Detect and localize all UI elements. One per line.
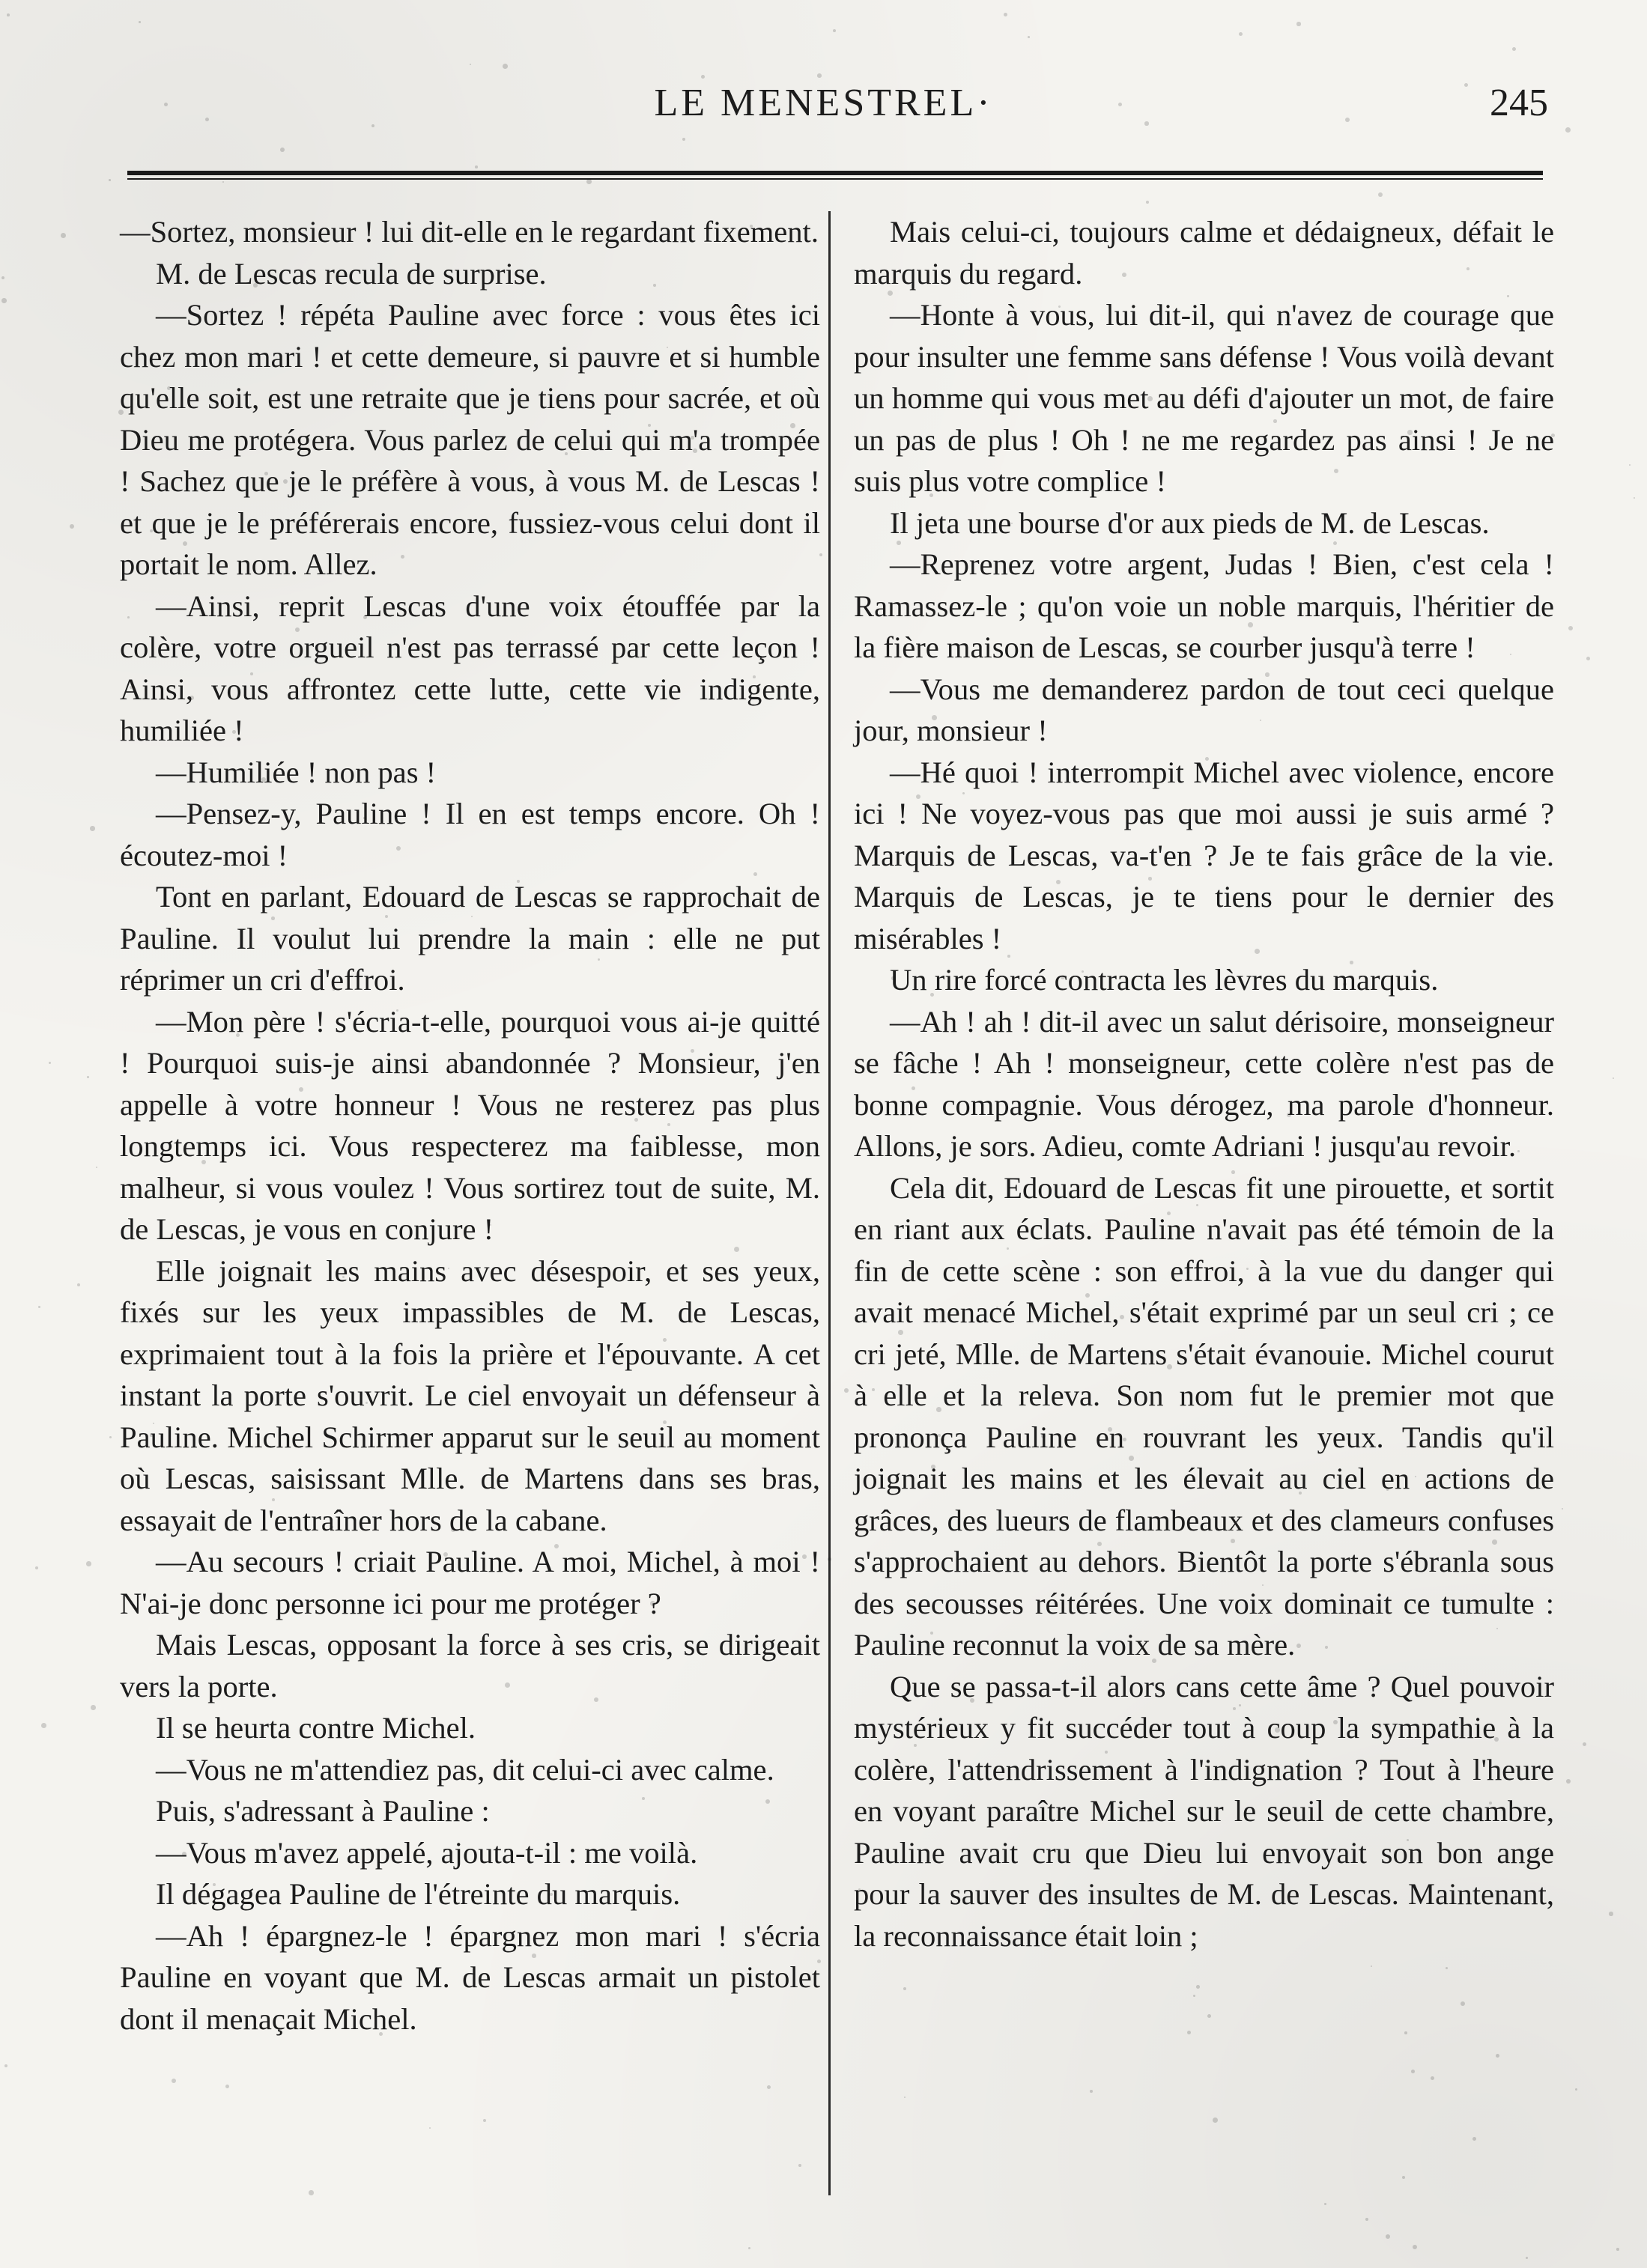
paper-speckle (1411, 2070, 1415, 2073)
publication-title: LE MENESTREL· (654, 82, 993, 124)
paragraph: Tont en parlant, Edouard de Lescas se rapprochait de Pauline. Il voulut lui prendre la main : elle ne put réprimer un cri d'effroi. (120, 880, 820, 997)
paper-speckle (904, 2097, 906, 2098)
paragraph: —Au secours ! criait Pauline. A moi, Michel, à moi ! N'ai-je donc personne ici pour me protéger ? (120, 1545, 820, 1620)
paper-speckle (1629, 464, 1631, 466)
column-divider (828, 211, 831, 2195)
paragraph: —Sortez, monsieur ! lui dit-elle en le regardant fixement. (120, 215, 819, 249)
paper-speckle (586, 179, 592, 184)
paragraph: —Sortez ! répéta Pauline avec force : vous êtes ici chez mon mari ! et cette demeure, si pauvre et si humble qu'elle soit, est une retraite que je tiens pour sacrée, et où Dieu me protégera. Vous parlez de celui qui m'a trompée ! Sachez que je le préfère à vous, à vous M. de Lescas ! et que je le préférerais encore, fussiez-vous celui dont il portait le nom. Allez. (120, 298, 820, 581)
paper-speckle (1472, 2137, 1476, 2141)
paper-speckle (49, 1062, 51, 1064)
paper-speckle (77, 1283, 80, 1286)
paper-speckle (91, 1705, 96, 1710)
paper-speckle (41, 1723, 46, 1728)
paper-speckle (1402, 2176, 1405, 2179)
paper-speckle (798, 2164, 801, 2167)
paper-speckle (1461, 2001, 1465, 2006)
left-column (120, 211, 820, 2040)
paper-speckle (90, 826, 95, 831)
paper-speckle (1616, 2248, 1619, 2251)
paper-speckle (109, 179, 111, 181)
paper-speckle (222, 181, 224, 183)
paragraph: Un rire forcé contracta les lèvres du marquis. (890, 963, 1439, 997)
paragraph: —Pensez-y, Pauline ! Il en est temps encore. Oh ! écoutez-moi ! (120, 797, 820, 872)
paragraph: Mais celui-ci, toujours calme et dédaigneux, défait le marquis du regard. (854, 215, 1554, 291)
paper-speckle (1, 298, 7, 303)
paper-speckle (1609, 1912, 1613, 1916)
paper-speckle (172, 2079, 176, 2083)
paper-speckle (309, 2190, 314, 2195)
paper-speckle (109, 1436, 112, 1438)
paper-speckle (1213, 2117, 1218, 2123)
paragraph: Puis, s'adressant à Pauline : (156, 1794, 490, 1828)
paragraph: Mais Lescas, opposant la force à ses cris, se dirigeait vers la porte. (120, 1628, 820, 1703)
paper-speckle (483, 2119, 486, 2122)
paper-speckle (1004, 13, 1007, 16)
paper-speckle (1187, 2031, 1191, 2034)
page-number: 245 (1490, 82, 1548, 124)
paper-speckle (1193, 1995, 1195, 1997)
paper-speckle (1634, 497, 1635, 499)
paper-speckle (225, 2085, 229, 2088)
paragraph: —Honte à vous, lui dit-il, qui n'avez de courage que pour insulter une femme sans défense ! Vous voilà devant un homme qui vous met au défi d'ajouter un mot, de faire un pas de plus ! Oh ! ne me regardez pas ainsi ! Je ne suis plus votre complice ! (854, 298, 1554, 498)
paper-speckle (767, 2085, 771, 2089)
paper-speckle (1371, 1966, 1372, 1967)
paragraph: M. de Lescas recula de surprise. (156, 256, 547, 291)
paragraph: —Vous ne m'attendiez pas, dit celui-ci avec calme. (156, 1752, 774, 1787)
paragraph: Il jeta une bourse d'or aux pieds de M. de Lescas. (890, 505, 1490, 540)
paper-speckle (903, 1987, 906, 1990)
paper-speckle (4, 2064, 7, 2067)
paragraph: —Vous me demanderez pardon de tout ceci quelque jour, monsieur ! (854, 672, 1554, 747)
paragraph: —Vous m'avez appelé, ajouta-t-il : me voilà. (156, 1835, 698, 1870)
paper-speckle (1378, 192, 1383, 197)
paragraph: —Ainsi, reprit Lescas d'une voix étouffée par la colère, votre orgueil n'est pas terrassé par cette leçon ! Ainsi, vous affrontez cette lutte, cette vie indigente, humiliée ! (120, 589, 820, 747)
paragraph: Que se passa-t-il alors cans cette âme ? Quel pouvoir mystérieux y fit succéder tout à coup la sympathie à la colère, l'attendrissement à l'indignation ? Tout à l'heure en voyant paraître Michel sur le seuil de cette chambre, Pauline avait cru que Dieu lui envoyait son bon ange pour la sauver des insultes de M. de Lescas. Maintenant, la reconnaissance était loin ; (854, 1669, 1554, 1953)
paper-speckle (817, 73, 822, 78)
paper-speckle (1365, 2218, 1368, 2221)
paragraph: —Ah ! ah ! dit-il avec un salut dérisoire, monseigneur se fâche ! Ah ! monseigneur, cette colère n'est pas de bonne compagnie. Vous dérogez, ma parole d'honneur. Allons, je sors. Adieu, comte Adriani ! jusqu'au revoir. (854, 1004, 1554, 1163)
paper-speckle (7, 13, 10, 16)
paper-speckle (86, 1561, 91, 1566)
paper-speckle (1, 276, 4, 279)
paper-speckle (1090, 2090, 1093, 2093)
paper-speckle (1613, 1077, 1614, 1079)
paper-speckle (1496, 2054, 1499, 2058)
paper-speckle (1196, 1985, 1200, 1989)
paper-speckle (1146, 201, 1149, 204)
paragraph: Il dégagea Pauline de l'étreinte du marquis. (156, 1877, 681, 1911)
paper-speckle (833, 29, 836, 32)
paragraph: Il se heurta contre Michel. (156, 1711, 476, 1745)
paragraph: —Mon père ! s'écria-t-elle, pourquoi vous ai-je quitté ! Pourquoi suis-je ainsi abandonnée ? Monsieur, j'en appelle à votre honneur ! Vous ne resterez pas plus longtemps ici. Vous respecterez ma faiblesse, mon malheur, si vous voulez ! Vous sortirez tout de suite, M. de Lescas, je vous en conjure ! (120, 1004, 820, 1246)
paper-speckle (1239, 32, 1243, 36)
paper-speckle (844, 1388, 849, 1393)
paper-speckle (280, 148, 285, 152)
paper-speckle (1207, 2014, 1211, 2018)
paper-speckle (429, 2127, 431, 2129)
paper-speckle (1296, 22, 1301, 26)
paper-speckle (1562, 1508, 1563, 1510)
paper-speckle (1446, 1967, 1448, 1969)
paper-speckle (96, 1167, 97, 1168)
paper-speckle (1583, 1742, 1586, 1746)
paper-speckle (1526, 2257, 1528, 2259)
paper-speckle (1386, 2234, 1390, 2239)
paper-speckle (1324, 2203, 1326, 2205)
running-head (0, 81, 1647, 141)
paragraph: —Hé quoi ! interrompit Michel avec violence, encore ici ! Ne voyez-vous pas que moi aussi je suis armé ? Marquis de Lescas, va-t'en ? Je te fais grâce de la vie. Marquis de Lescas, je te tiens pour le dernier des misérables ! (854, 755, 1554, 955)
paper-speckle (475, 165, 478, 168)
paper-speckle (470, 64, 471, 65)
paper-speckle (87, 1076, 89, 1078)
paper-speckle (1568, 626, 1573, 630)
paper-speckle (701, 75, 705, 79)
paragraph: Cela dit, Edouard de Lescas fit une pirouette, et sortit en riant aux éclats. Pauline n'avait pas été témoin de la fin de cette scène : son effroi, à la vue du danger qui avait menacé Michel, s'était exprimé par un seul cri ; ce cri jeté, Mlle. de Martens s'était évanouie. Michel courut à elle et la releva. Son nom fut le premier mot que prononça Pauline en rouvrant les yeux. Tandis qu'il joignait les mains et les élevait au ciel en actions de grâces, des lueurs de flambeaux et des clameurs confuses s'approchaient au dehors. Bientôt la porte s'ébranla sous des secousses réitérées. Une voix dominait ce tumulte : Pauline reconnut la voix de sa mère. (854, 1170, 1554, 1662)
paper-speckle (1566, 1779, 1571, 1784)
paper-speckle (1586, 657, 1590, 660)
paragraph: —Reprenez votre argent, Judas ! Bien, c'est cela ! Ramassez-le ; qu'on voie un noble marquis, l'héritier de la fière maison de Lescas, se courber jusqu'à terre ! (854, 547, 1554, 664)
paper-speckle (1575, 2088, 1577, 2091)
paragraph: —Ah ! épargnez-le ! épargnez mon mari ! s'écria Pauline en voyant que M. de Lescas armait un pistolet dont il menaçait Michel. (120, 1918, 820, 2036)
paragraph: Elle joignait les mains avec désespoir, et ses yeux, fixés sur les yeux impassibles de M. de Lescas, exprimaient tout à la fois la prière et l'épouvante. A cet instant la porte s'ouvrit. Le ciel envoyait un défenseur à Pauline. Michel Schirmer apparut sur le seuil au moment où Lescas, saisissant Mlle. de Martens dans ses bras, essayait de l'entraîner hors de la cabane. (120, 1253, 820, 1537)
paper-speckle (35, 1566, 38, 1569)
paper-speckle (38, 1306, 40, 1308)
header-rule (127, 171, 1543, 180)
paper-speckle (1431, 2076, 1434, 2080)
right-column (854, 211, 1554, 1957)
paragraph: —Humiliée ! non pas ! (156, 755, 437, 789)
paper-speckle (503, 64, 508, 69)
paper-speckle (1404, 2031, 1407, 2034)
paper-speckle (139, 21, 141, 23)
paper-speckle (748, 2247, 750, 2249)
paper-speckle (70, 524, 74, 529)
paper-speckle (1512, 47, 1516, 51)
paper-speckle (61, 233, 66, 238)
paper-speckle (1028, 36, 1030, 38)
paper-speckle (1413, 2245, 1417, 2249)
